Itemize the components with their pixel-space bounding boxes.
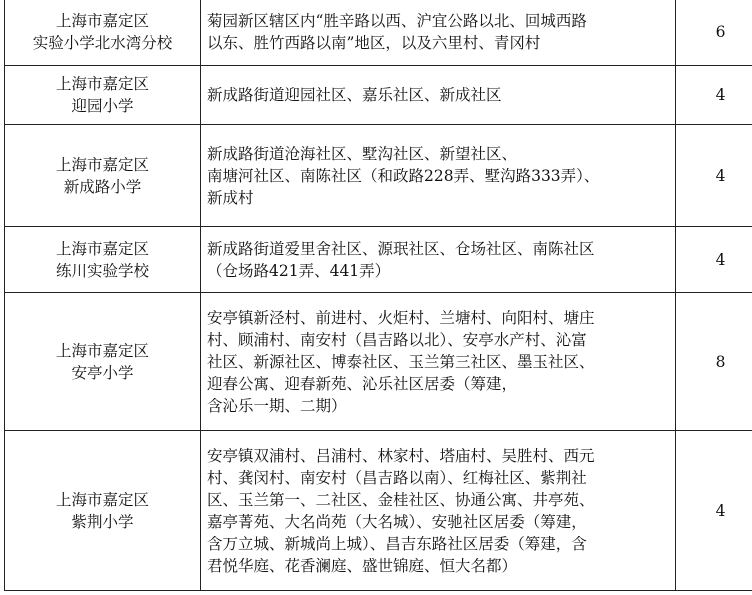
school-name-line: 上海市嘉定区 [55,75,149,93]
district-area-cell [201,227,676,293]
class-count-cell: 4 [676,227,752,293]
table-row [5,0,752,66]
district-area-line: 南塘河社区、南陈社区（和政路228弄、墅沟路333弄）、 [207,166,600,185]
class-count-cell: 6 [676,0,752,66]
district-area-line: 区、玉兰第一、二社区、金桂社区、协通公寓、井亭苑、 [207,490,595,509]
district-area-cell [201,431,676,591]
school-name-line: 练川实验学校 [55,261,149,280]
school-name-line: 迎园小学 [71,97,134,115]
school-name-line: 上海市嘉定区 [55,12,149,30]
district-area-line: 君悦华庭、花香澜庭、盛世锦庭、恒大名都） [207,556,518,575]
class-count-cell: 4 [676,66,752,125]
district-area-line: 菊园新区辖区内“胜辛路以西、沪宜公路以北、回城西路 [207,12,587,30]
district-area-line: 村、顾浦村、南安村（昌吉路以北）、安亭水产村、沁富 [207,330,587,349]
district-area-line: 含沁乐一期、二期） [207,396,347,415]
table-row [5,125,752,227]
class-count-cell: 8 [676,293,752,431]
school-name-line: 上海市嘉定区 [55,490,149,509]
table-row [5,227,752,293]
class-count-cell: 4 [676,431,752,591]
school-district-table [4,0,752,591]
district-area-line: 含万立城、新城尚上城）、昌吉东路社区居委（筹建，含 [207,534,587,553]
school-name-line: 新成路小学 [63,177,142,196]
district-area-line: 新成路街道沧海社区、墅沟社区、新望社区、 [207,144,518,163]
school-name-line: 上海市嘉定区 [55,239,149,258]
district-area-cell [201,66,676,125]
school-name-cell [5,66,201,125]
district-area-cell [201,293,676,431]
school-name-line: 上海市嘉定区 [55,341,149,360]
district-area-line: 新成村 [207,188,254,207]
school-name-line: 紫荆小学 [71,512,134,531]
table-row [5,66,752,125]
school-name-cell [5,293,201,431]
district-area-line: 安亭镇双浦村、吕浦村、林家村、塔庙村、吴胜村、西元 [207,446,595,465]
district-area-cell [201,125,676,227]
district-area-line: 安亭镇新泾村、前进村、火炬村、兰塘村、向阳村、塘庄 [207,308,595,327]
district-area-line: 新成路街道迎园社区、嘉乐社区、新成社区 [207,86,502,104]
school-name-line: 上海市嘉定区 [55,155,149,174]
school-name-cell [5,227,201,293]
school-name-cell [5,125,201,227]
district-area-line: 新成路街道爱里舍社区、源珉社区、仓场社区、南陈社区 [207,239,595,258]
district-area-line: 社区、新源社区、博泰社区、玉兰第三社区、墨玉社区、 [207,352,595,371]
table-row [5,431,752,591]
district-area-line: 嘉亭菁苑、大名尚苑（大名城）、安驰社区居委（筹建， [207,512,587,531]
school-name-cell [5,431,201,591]
school-name-cell [5,0,201,66]
table-row [5,293,752,431]
district-area-line: （仓场路421弄、441弄） [207,261,391,280]
district-area-line: 以东、胜竹西路以南”地区，以及六里村、青冈村 [207,34,541,52]
district-area-line: 迎春公寓、迎春新苑、沁乐社区居委（筹建， [207,374,518,393]
district-area-line: 村、龚闵村、南安村（昌吉路以南）、红梅社区、紫荆社 [207,468,587,487]
school-name-line: 实验小学北水湾分校 [32,34,173,52]
district-area-cell [201,0,676,66]
school-name-line: 安亭小学 [71,363,134,382]
class-count-cell: 4 [676,125,752,227]
